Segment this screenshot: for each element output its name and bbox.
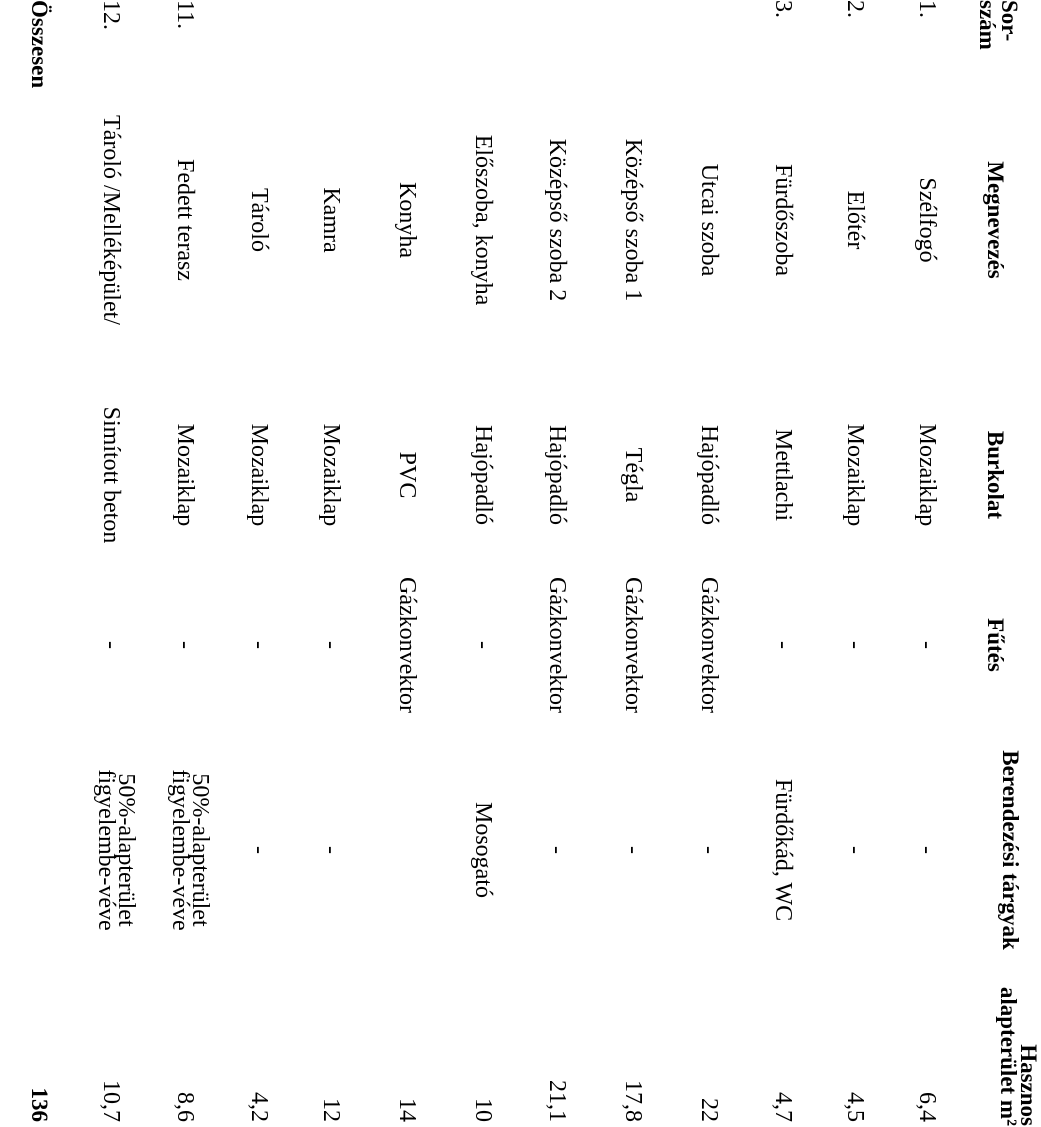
row-name: Előtér <box>842 190 868 250</box>
row-heat: - <box>914 641 940 649</box>
header-name: Megnevezés <box>983 161 1008 279</box>
row-name: Utcai szoba <box>696 163 722 277</box>
row-floor: Tégla <box>620 447 646 503</box>
row-equip: - <box>544 846 570 854</box>
table-row <box>760 0 796 1127</box>
row-equip: - <box>842 846 868 854</box>
row-area: 12 <box>318 1098 344 1122</box>
row-equip: - <box>914 846 940 854</box>
table-row <box>610 0 646 1127</box>
header-heat: Fűtés <box>983 618 1008 672</box>
row-name: Középső szoba 2 <box>544 138 570 302</box>
row-area: 4,7 <box>770 1092 796 1122</box>
table-row <box>384 0 420 1127</box>
row-floor: Mozaiklap <box>172 423 198 527</box>
row-equip: 50%-alapterület figyelembe-véve <box>93 769 139 931</box>
row-equip: Mosogató <box>470 802 496 898</box>
row-heat: Gázkonvektor <box>394 577 420 713</box>
row-area: 10,7 <box>98 1080 124 1122</box>
row-floor: Mozaiklap <box>318 423 344 527</box>
row-equip: Fürdőkád, WC <box>770 778 796 922</box>
row-area: 4,5 <box>842 1092 868 1122</box>
table-row <box>686 0 722 1127</box>
row-floor: Mozaiklap <box>246 423 272 527</box>
row-equip: - <box>246 846 272 854</box>
header-num: Sor-szám <box>975 0 1022 50</box>
row-num: 2. <box>842 0 868 18</box>
row-floor: Mettlachi <box>770 429 796 521</box>
row-name: Tároló <box>246 188 272 252</box>
total-label: Összesen <box>27 0 52 89</box>
row-num: 12. <box>98 0 124 30</box>
row-area: 21,1 <box>544 1080 570 1122</box>
row-floor: Hajópadló <box>696 425 722 525</box>
row-name: Előszoba, konyha <box>470 134 496 306</box>
row-heat: Gázkonvektor <box>696 577 722 713</box>
table-row <box>832 0 868 1127</box>
row-equip: 50%-alapterület figyelembe-véve <box>167 769 213 931</box>
row-floor: PVC <box>394 451 420 499</box>
row-area: 14 <box>394 1098 420 1122</box>
table-header <box>954 0 1041 1127</box>
row-heat: Gázkonvektor <box>620 577 646 713</box>
row-heat: - <box>770 641 796 649</box>
row-name: Kamra <box>318 187 344 253</box>
row-heat: - <box>318 641 344 649</box>
row-num: 1. <box>914 0 940 18</box>
row-name: Fedett terasz <box>172 159 198 281</box>
total-row <box>14 0 50 1127</box>
row-heat: - <box>842 641 868 649</box>
row-floor: Hajópadló <box>470 425 496 525</box>
row-equip: - <box>620 846 646 854</box>
row-name: Középső szoba 1 <box>620 138 646 302</box>
table-row <box>236 0 272 1127</box>
row-area: 4,2 <box>246 1092 272 1122</box>
row-name: Tároló /Melléképület/ <box>98 115 124 325</box>
table-row <box>904 0 940 1127</box>
row-name: Szélfogó <box>914 177 940 263</box>
row-equip: - <box>318 846 344 854</box>
row-area: 6,4 <box>914 1092 940 1122</box>
row-area: 10 <box>470 1098 496 1122</box>
row-num: 11. <box>172 0 198 30</box>
row-area: 8,6 <box>172 1092 198 1122</box>
row-area: 22 <box>696 1098 722 1122</box>
header-equip: Berendezési tárgyak <box>998 750 1023 950</box>
row-name: Fürdőszoba <box>770 164 796 276</box>
row-equip: - <box>696 846 722 854</box>
row-heat: Gázkonvektor <box>544 577 570 713</box>
table-row <box>88 0 139 1127</box>
row-heat: - <box>98 641 124 649</box>
row-area: 17,8 <box>620 1080 646 1122</box>
row-floor: Hajópadló <box>544 425 570 525</box>
row-heat: - <box>246 641 272 649</box>
row-heat: - <box>470 641 496 649</box>
row-floor: Mozaiklap <box>842 423 868 527</box>
table-row <box>534 0 570 1127</box>
header-floor: Burkolat <box>983 430 1008 520</box>
total-value: 136 <box>27 1087 52 1122</box>
table-row <box>460 0 496 1127</box>
table-row <box>308 0 344 1127</box>
row-heat: - <box>172 641 198 649</box>
row-floor: Mozaiklap <box>914 423 940 527</box>
table-row <box>162 0 213 1127</box>
header-area: Hasznos alapterület m² <box>996 986 1041 1126</box>
row-floor: Simított beton <box>98 406 124 544</box>
row-num: 3. <box>770 0 796 18</box>
row-name: Konyha <box>394 182 420 258</box>
